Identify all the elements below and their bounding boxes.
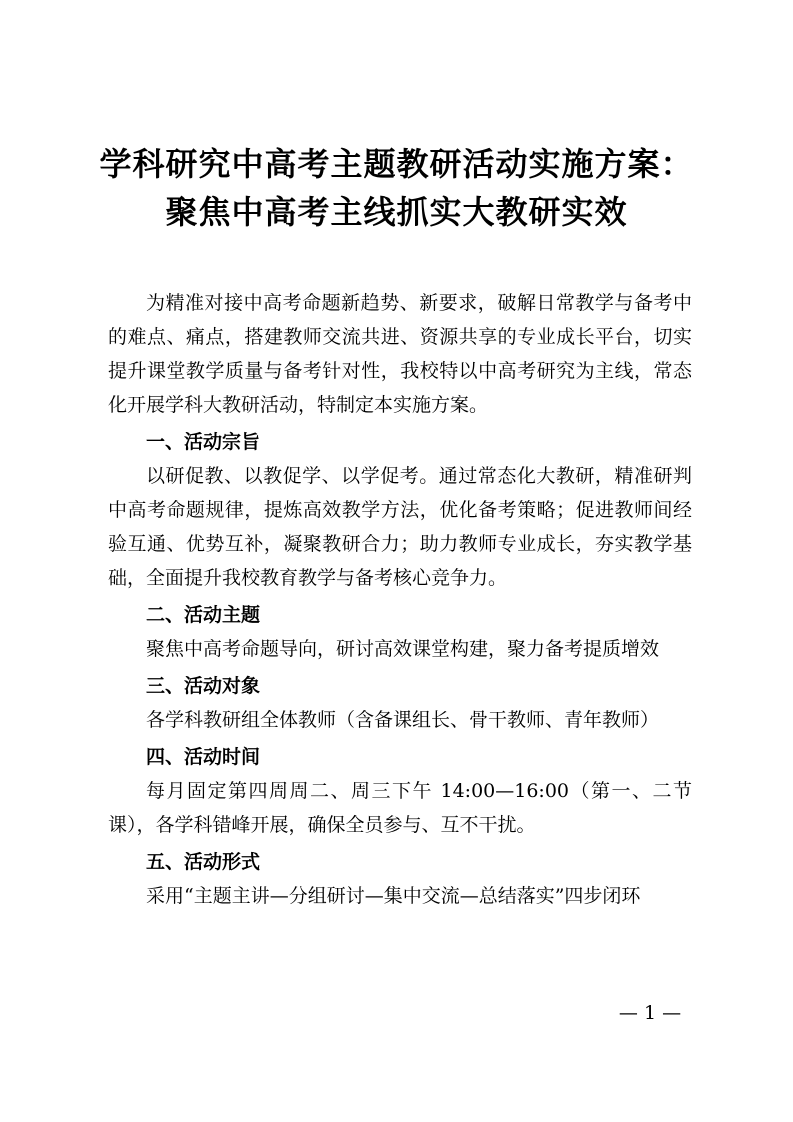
section-heading-theme: 二、活动主题 [146,604,261,626]
title-line-1: 学科研究中高考主题教研活动实施方案： [99,145,694,183]
section-heading-format: 五、活动形式 [146,851,261,873]
section-text-format: 采用“主题主讲—分组研讨—集中交流—总结落实”四步闭环 [146,885,641,907]
title-line-2: 聚焦中高考主线抓实大教研实效 [165,193,628,231]
section-heading-participants: 三、活动对象 [146,675,261,697]
section-heading-time: 四、活动时间 [146,746,261,768]
document-title [0,140,793,236]
section-heading-purpose: 一、活动宗旨 [146,431,261,453]
section-text-time: 每月固定第四周周二、周三下午 14:00—16:00（第一、二节课），各学科错峰开展，确保全员参与、互不干扰。 [108,780,692,836]
document-body [108,286,692,913]
section-text-theme: 聚焦中高考命题导向，研讨高效课堂构建，聚力备考提质增效 [146,638,660,660]
intro-paragraph: 为精准对接中高考命题新趋势、新要求，破解日常教学与备考中的难点、痛点，搭建教师交流共进、资源共享的专业成长平台，切实提升课堂教学质量与备考针对性，我校特以中高考研究为主线，常态化开展学科大教研活动，特制定本实施方案。 [108,292,692,416]
section-text-purpose: 以研促教、以教促学、以学促考。通过常态化大教研，精准研判中高考命题规律，提炼高效教学方法，优化备考策略；促进教师间经验互通、优势互补，凝聚教研合力；助力教师专业成长，夯实教学基础，全面提升我校教育教学与备考核心竞争力。 [108,465,692,589]
section-text-participants: 各学科教研组全体教师（含备课组长、骨干教师、青年教师） [146,709,660,731]
page-number: — 1 — [618,1002,682,1024]
